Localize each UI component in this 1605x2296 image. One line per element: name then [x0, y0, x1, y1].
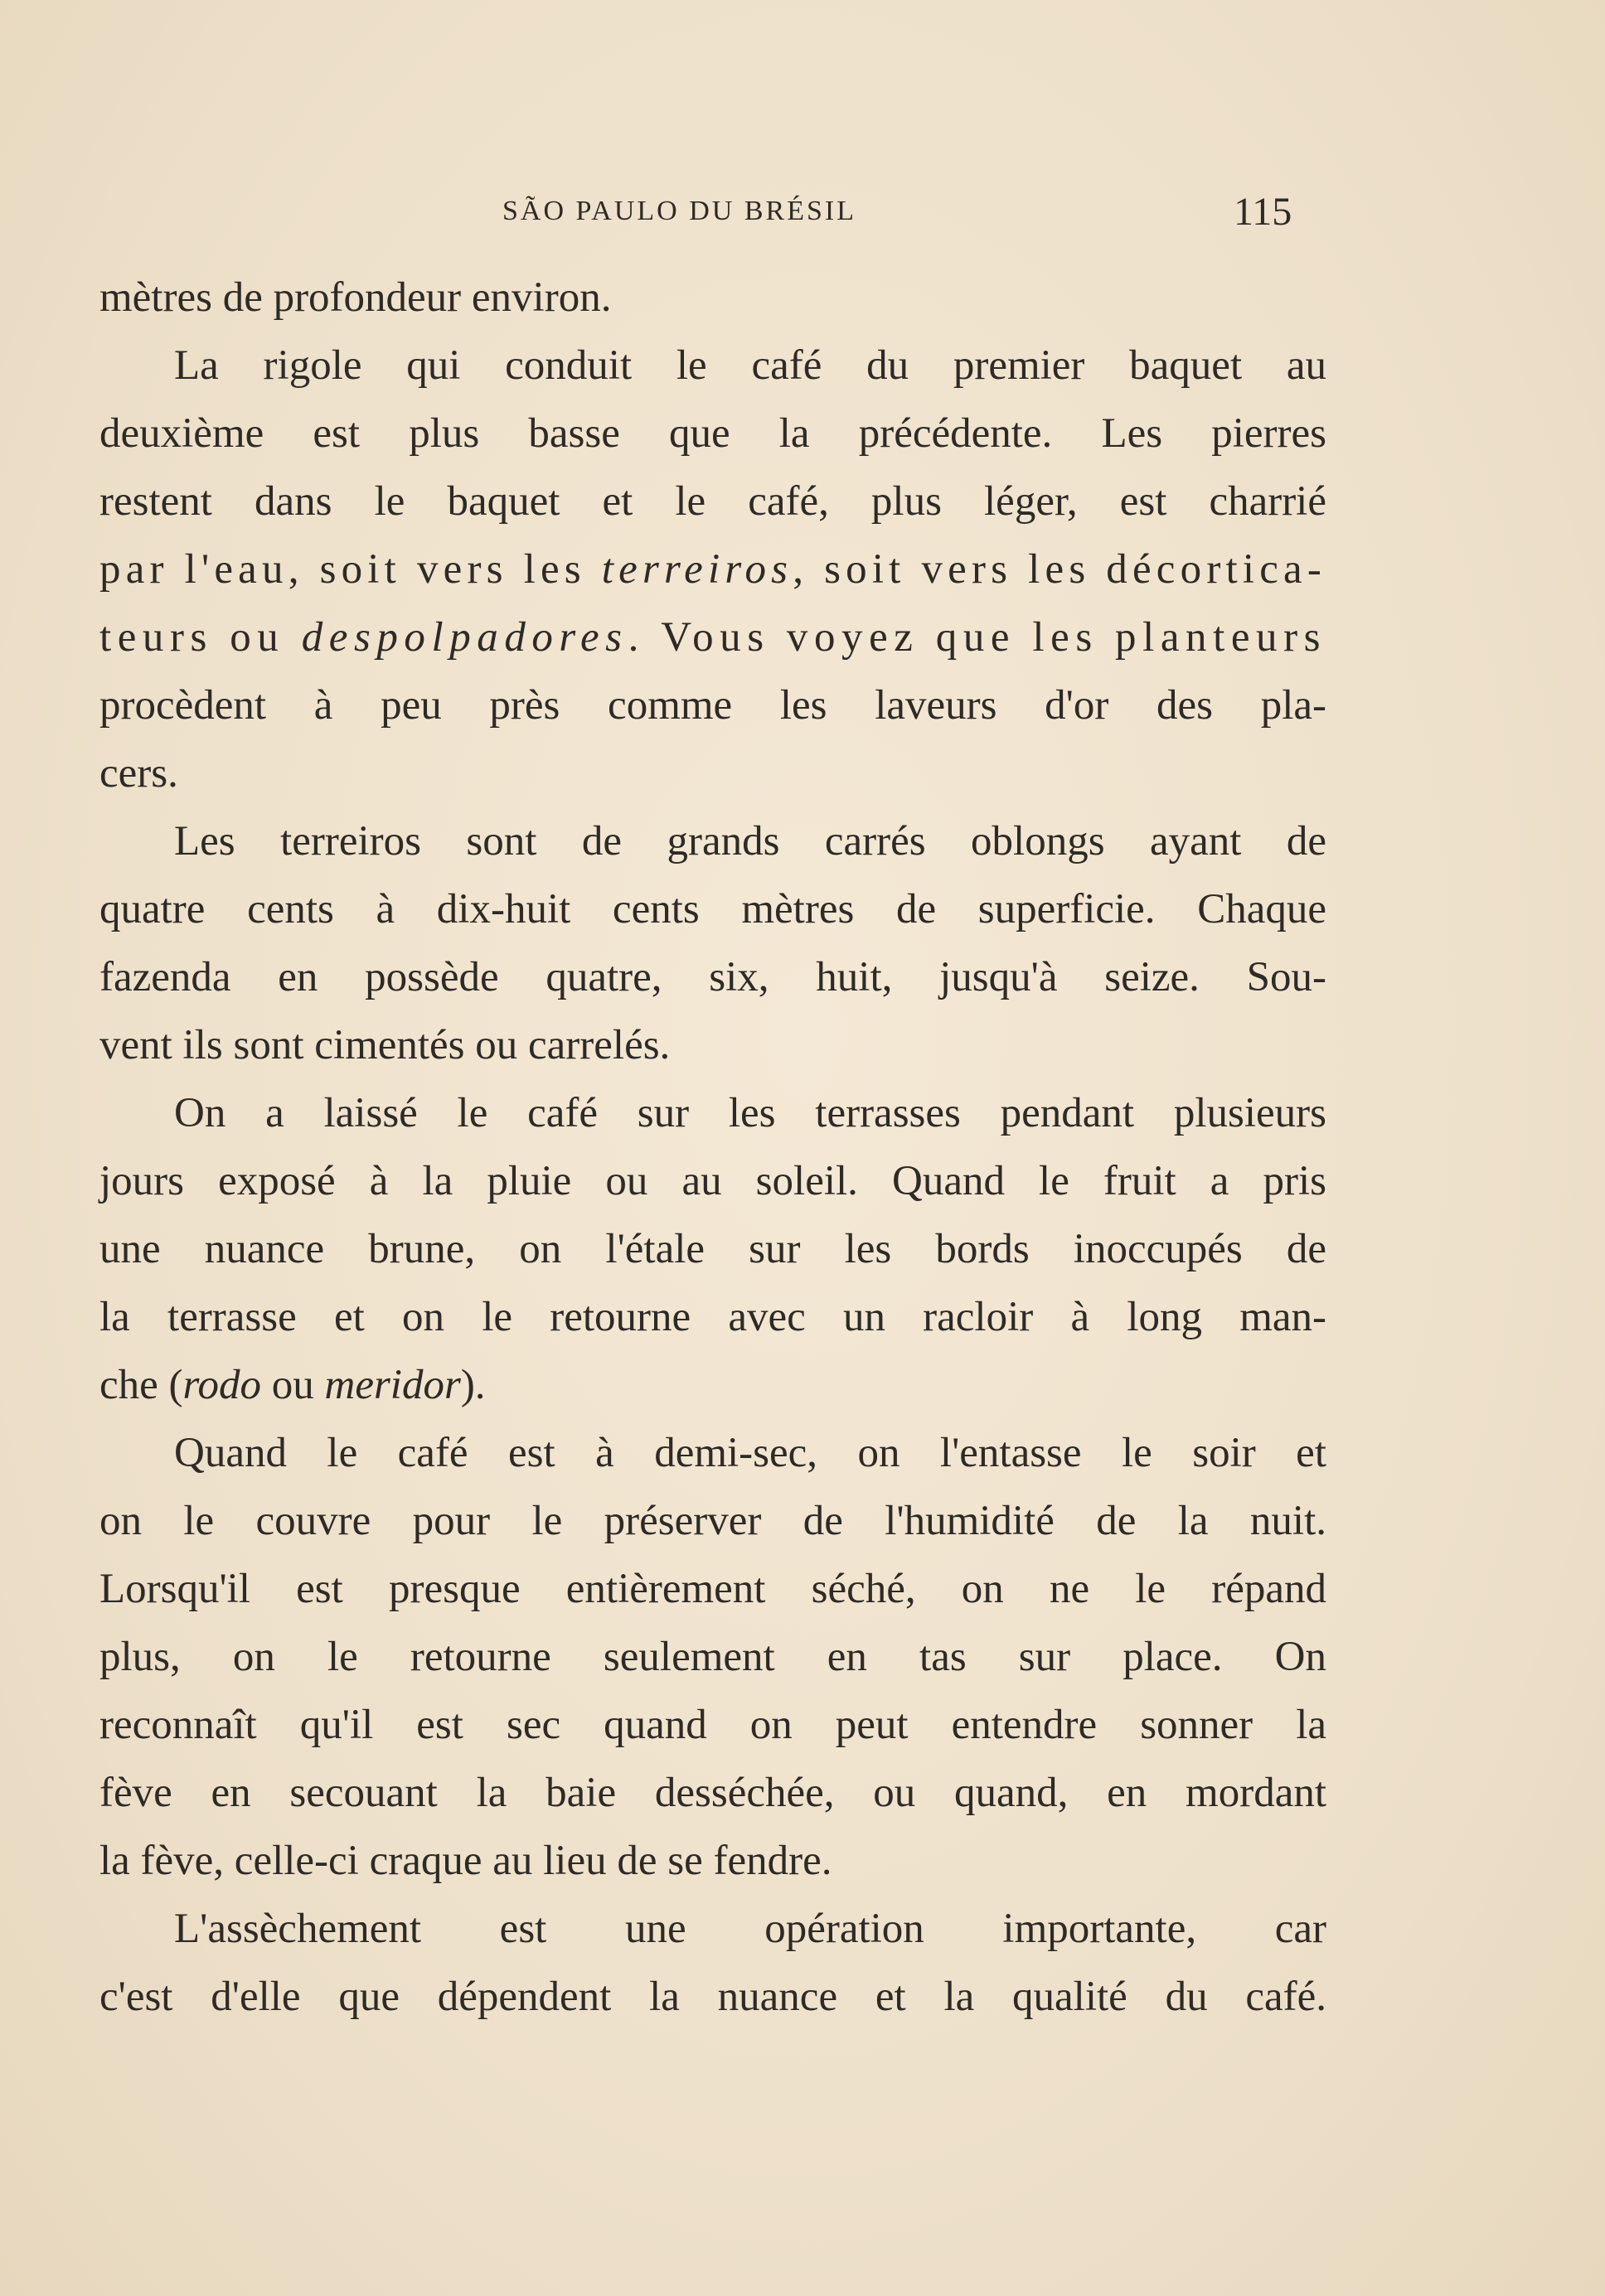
- paragraph-first-line: L'assèchement est une opération importante, car: [174, 1906, 1326, 1952]
- text-line: fève en secouant la baie desséchée, ou quand, en mordant: [99, 1770, 1326, 1816]
- text-line: jours exposé à la pluie ou au soleil. Quand le fruit a pris: [99, 1158, 1326, 1204]
- text-line: [99, 603, 1326, 671]
- text-line: quatre cents à dix-huit cents mètres de superficie. Chaque: [99, 886, 1326, 932]
- page-number: 115: [1234, 190, 1292, 234]
- text-line: procèdent à peu près comme les laveurs d'or des pla-: [99, 682, 1326, 729]
- paragraph-first-line: On a laissé le café sur les terrasses pendant plusieurs: [174, 1090, 1326, 1136]
- paragraph-first-line: Quand le café est à demi-sec, on l'entasse le soir et: [174, 1430, 1326, 1476]
- text-line: Lorsqu'il est presque entièrement séché, on ne le répand: [99, 1566, 1326, 1612]
- mixed-line: par l'eau, soit vers les terreiros, soit vers les décortica-: [99, 546, 1327, 593]
- text-line: une nuance brune, on l'étale sur les bords inoccupés de: [99, 1226, 1326, 1272]
- mixed-line: teurs ou despolpadores. Vous voyez que les planteurs: [99, 614, 1327, 661]
- mixed-line: che (rodo ou meridor).: [99, 1362, 486, 1408]
- text-line: fazenda en possède quatre, six, huit, jusqu'à seize. Sou-: [99, 954, 1326, 1000]
- text-line: plus, on le retourne seulement en tas sur place. On: [99, 1634, 1326, 1680]
- running-head: [0, 189, 1605, 239]
- text-line: vent ils sont cimentés ou carrelés.: [99, 1022, 671, 1068]
- italic-term: terreiros: [601, 546, 793, 593]
- italic-term: meridor: [324, 1362, 461, 1408]
- text-line: on le couvre pour le préserver de l'humidité de la nuit.: [99, 1498, 1326, 1544]
- text-line: la fève, celle-ci craque au lieu de se fendre.: [99, 1838, 832, 1884]
- text-line: [99, 535, 1326, 603]
- paragraph-first-line: Les terreiros sont de grands carrés oblongs ayant de: [174, 818, 1326, 865]
- text-line: mètres de profondeur environ.: [99, 274, 612, 321]
- text-line: deuxième est plus basse que la précédente. Les pierres: [99, 410, 1326, 457]
- paragraph-first-line: La rigole qui conduit le café du premier baquet au: [174, 342, 1326, 389]
- italic-term: despolpadores: [301, 614, 628, 661]
- text-line: [99, 1351, 1326, 1419]
- text-line: reconnaît qu'il est sec quand on peut entendre sonner la: [99, 1702, 1326, 1748]
- text-line: restent dans le baquet et le café, plus léger, est charrié: [99, 478, 1326, 525]
- italic-term: rodo: [182, 1362, 261, 1408]
- text-line: cers.: [99, 750, 178, 797]
- body-text: [99, 264, 1326, 2031]
- text-line: la terrasse et on le retourne avec un racloir à long man-: [99, 1294, 1326, 1340]
- text-line: c'est d'elle que dépendent la nuance et la qualité du café.: [99, 1974, 1326, 2020]
- running-title: SÃO PAULO DU BRÉSIL: [502, 196, 856, 226]
